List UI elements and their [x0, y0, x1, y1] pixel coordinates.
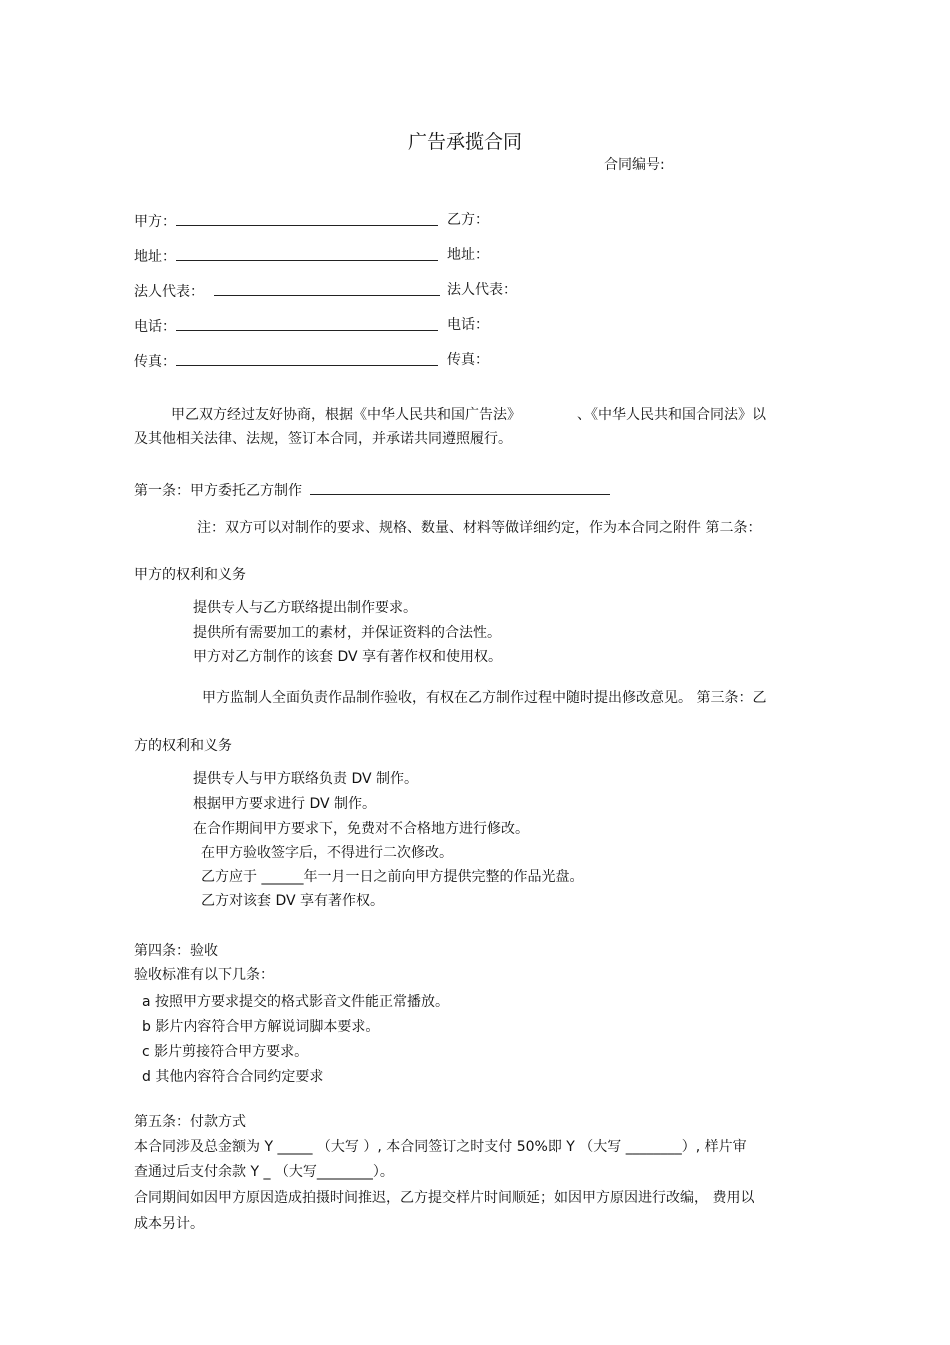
party-a-item: 提供专人与乙方联络提出制作要求。	[193, 600, 417, 616]
party-b-item: 在甲方验收签字后，不得进行二次修改。	[201, 845, 453, 861]
phone-b-label: 电话：	[447, 317, 489, 333]
party-b-item: 乙方应于 ______年一月一日之前向甲方提供完整的作品光盘。	[201, 869, 584, 885]
fax-a-label: 传真：	[134, 354, 176, 370]
address-b-label: 地址：	[447, 247, 489, 263]
party-b-item: 在合作期间甲方要求下，免费对不合格地方进行修改。	[193, 821, 529, 837]
party-b-item: 根据甲方要求进行 DV 制作。	[193, 796, 377, 812]
article-4-heading: 第四条：验收	[134, 943, 218, 959]
intro-line-2: 及其他相关法律、法规，签订本合同，并承诺共同遵照履行。	[134, 431, 512, 447]
acceptance-item: c 影片剪接符合甲方要求。	[142, 1044, 309, 1060]
article-1-heading: 第一条：甲方委托乙方制作	[134, 483, 302, 499]
phone-a-blank[interactable]	[176, 316, 438, 331]
contract-title: 广告承揽合同	[408, 131, 523, 153]
legal-rep-a-label: 法人代表：	[134, 284, 204, 300]
party-b-item: 提供专人与甲方联络负责 DV 制作。	[193, 771, 419, 787]
party-row-4-left	[134, 316, 438, 336]
legal-rep-a-blank[interactable]	[214, 281, 440, 296]
party-row-5-left	[134, 351, 438, 371]
note-line: 注：双方可以对制作的要求、规格、数量、材料等做详细约定，作为本合同之附件 第二条：	[197, 520, 762, 536]
fax-b-label: 传真：	[447, 352, 489, 368]
acceptance-item: b 影片内容符合甲方解说词脚本要求。	[142, 1019, 380, 1035]
fax-a-blank[interactable]	[176, 351, 438, 366]
supervisor-line: 甲方监制人全面负责作品制作验收，有权在乙方制作过程中随时提出修改意见。 第三条：乙	[202, 690, 767, 706]
party-a-item: 提供所有需要加工的素材，并保证资料的合法性。	[193, 625, 501, 641]
party-a-label: 甲方：	[134, 214, 176, 230]
address-a-blank[interactable]	[176, 246, 438, 261]
party-row-1-left	[134, 211, 438, 231]
payment-line: 本合同涉及总金额为 Y _____ （大写 ）, 本合同签订之时支付 50%即 Y （大写 ________）, 样片审	[134, 1139, 747, 1155]
intro-line-1b: 、《中华人民共和国合同法》以	[577, 407, 766, 423]
payment-line: 查通过后支付余款 Y _ （大写________）。	[134, 1164, 394, 1180]
payment-line: 成本另计。	[134, 1216, 204, 1232]
party-row-2-left	[134, 246, 438, 266]
article-5-heading: 第五条：付款方式	[134, 1114, 246, 1130]
party-b-rights-heading: 方的权利和义务	[134, 738, 232, 754]
party-a-rights-heading: 甲方的权利和义务	[134, 567, 246, 583]
party-a-blank[interactable]	[176, 211, 438, 226]
address-a-label: 地址：	[134, 249, 176, 265]
contract-number-label: 合同编号:	[604, 157, 665, 173]
phone-a-label: 电话：	[134, 319, 176, 335]
payment-line: 合同期间如因甲方原因造成拍摄时间推迟，乙方提交样片时间顺延；如因甲方原因进行改编， 费用以	[134, 1190, 755, 1206]
party-row-3-left	[134, 281, 440, 301]
party-b-label: 乙方：	[447, 212, 489, 228]
intro-line-1a: 甲乙双方经过友好协商，根据《中华人民共和国广告法》	[171, 407, 521, 423]
article-1-row	[134, 480, 610, 500]
acceptance-intro: 验收标准有以下几条：	[134, 967, 274, 983]
acceptance-item: d 其他内容符合合同约定要求	[142, 1069, 324, 1085]
acceptance-item: a 按照甲方要求提交的格式影音文件能正常播放。	[142, 994, 450, 1010]
article-1-blank[interactable]	[310, 480, 610, 495]
legal-rep-b-label: 法人代表：	[447, 282, 517, 298]
party-a-item: 甲方对乙方制作的该套 DV 享有著作权和使用权。	[193, 649, 503, 665]
party-b-item: 乙方对该套 DV 享有著作权。	[201, 893, 385, 909]
